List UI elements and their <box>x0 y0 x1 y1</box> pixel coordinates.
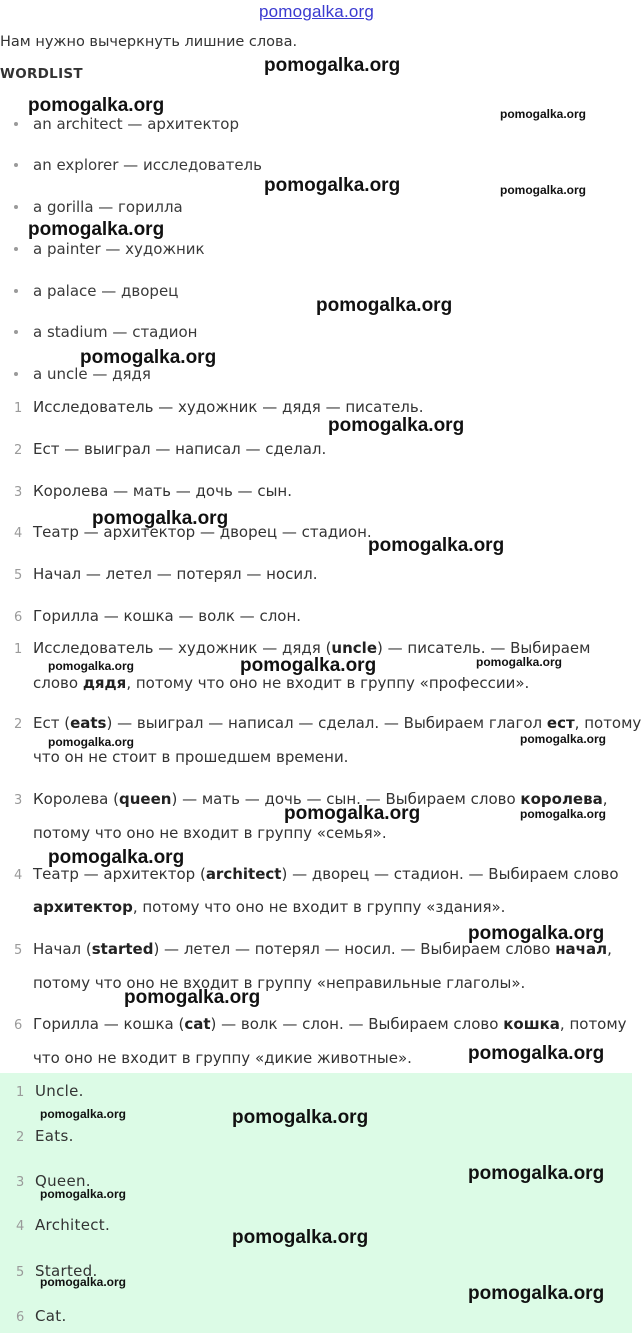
watermark: pomogalka.org <box>500 107 587 121</box>
bullet-icon <box>14 289 18 293</box>
watermark: pomogalka.org <box>476 655 563 669</box>
solution-line: 4 Театр — архитектор (architect) — дворец — стадион. — Выбираем слово <box>14 865 619 883</box>
solution-line-cont: что оно не входит в группу «дикие животные». <box>33 1049 412 1067</box>
solution-line: 1 Исследователь — художник — дядя (uncle) — писатель. — Выбираем <box>14 639 591 657</box>
wordlist-item: a stadium — стадион <box>14 323 197 341</box>
watermark: pomogalka.org <box>48 659 135 673</box>
wordlist-item: a painter — художник <box>14 240 205 258</box>
wordlist-item: an architect — архитектор <box>14 115 239 133</box>
watermark: pomogalka.org <box>80 347 217 368</box>
watermark: pomogalka.org <box>520 807 607 821</box>
watermark: pomogalka.org <box>500 183 587 197</box>
solution-line-cont: что он не стоит в прошедшем времени. <box>33 748 349 766</box>
solution-line-cont: потому что оно не входит в группу «семья». <box>33 824 387 842</box>
watermark: pomogalka.org <box>468 1163 605 1184</box>
watermark: pomogalka.org <box>468 1043 605 1064</box>
watermark: pomogalka.org <box>232 1227 369 1248</box>
watermark: pomogalka.org <box>264 55 401 76</box>
task-item: 3 Королева — мать — дочь — сын. <box>14 482 292 500</box>
intro-text: Нам нужно вычеркнуть лишние слова. <box>0 34 298 50</box>
solution-line: 2 Ест (eats) — выиграл — написал — сделал. — Выбираем глагол ест, потому <box>14 714 641 732</box>
watermark: pomogalka.org <box>40 1187 127 1201</box>
bullet-icon <box>14 330 18 334</box>
watermark: pomogalka.org <box>232 1107 369 1128</box>
solution-line-cont: потому что оно не входит в группу «неправильные глаголы». <box>33 974 526 992</box>
watermark: pomogalka.org <box>520 732 607 746</box>
wordlist-item: an explorer — исследователь <box>14 156 262 174</box>
answer-item: 3 Queen. <box>16 1172 91 1190</box>
answer-item: 5 Started. <box>16 1262 98 1280</box>
watermark: pomogalka.org <box>48 735 135 749</box>
solution-line-cont: слово дядя, потому что оно не входит в группу «профессии». <box>33 674 530 692</box>
watermark: pomogalka.org <box>316 295 453 316</box>
wordlist-item: a uncle — дядя <box>14 365 151 383</box>
solution-line-cont: архитектор, потому что оно не входит в группу «здания». <box>33 898 506 916</box>
watermark: pomogalka.org <box>40 1107 127 1121</box>
task-item: 2 Ест — выиграл — написал — сделал. <box>14 440 327 458</box>
bullet-icon <box>14 122 18 126</box>
answer-item: 1 Uncle. <box>16 1082 84 1100</box>
solution-line: 6 Горилла — кошка (cat) — волк — слон. — Выбираем слово кошка, потому <box>14 1015 627 1033</box>
watermark: pomogalka.org <box>468 923 605 944</box>
wordlist-item: a gorilla — горилла <box>14 198 183 216</box>
watermark: pomogalka.org <box>92 508 229 529</box>
wordlist-item: a palace — дворец <box>14 282 178 300</box>
bullet-icon <box>14 247 18 251</box>
task-item: 1 Исследователь — художник — дядя — писатель. <box>14 398 424 416</box>
solution-line: 3 Королева (queen) — мать — дочь — сын. — Выбираем слово королева, <box>14 790 608 808</box>
task-item: 6 Горилла — кошка — волк — слон. <box>14 607 302 625</box>
watermark: pomogalka.org <box>368 535 505 556</box>
task-item: 4 Театр — архитектор — дворец — стадион. <box>14 523 372 541</box>
watermark: pomogalka.org <box>124 987 261 1008</box>
watermark: pomogalka.org <box>48 847 185 868</box>
bullet-icon <box>14 163 18 167</box>
bullet-icon <box>14 372 18 376</box>
answer-item: 4 Architect. <box>16 1216 111 1234</box>
wordlist-heading: WORDLIST <box>0 66 83 82</box>
watermark: pomogalka.org <box>28 219 165 240</box>
bullet-icon <box>14 205 18 209</box>
watermark: pomogalka.org <box>240 655 377 676</box>
watermark: pomogalka.org <box>284 803 421 824</box>
watermark: pomogalka.org <box>328 415 465 436</box>
watermark: pomogalka.org <box>40 1275 127 1289</box>
watermark: pomogalka.org <box>264 175 401 196</box>
answer-item: 6 Cat. <box>16 1307 67 1325</box>
site-link[interactable]: pomogalka.org <box>259 2 375 21</box>
answer-item: 2 Eats. <box>16 1127 74 1145</box>
watermark: pomogalka.org <box>28 95 165 116</box>
solution-line: 5 Начал (started) — летел — потерял — носил. — Выбираем слово начал, <box>14 940 612 958</box>
task-item: 5 Начал — летел — потерял — носил. <box>14 565 318 583</box>
watermark: pomogalka.org <box>468 1283 605 1304</box>
